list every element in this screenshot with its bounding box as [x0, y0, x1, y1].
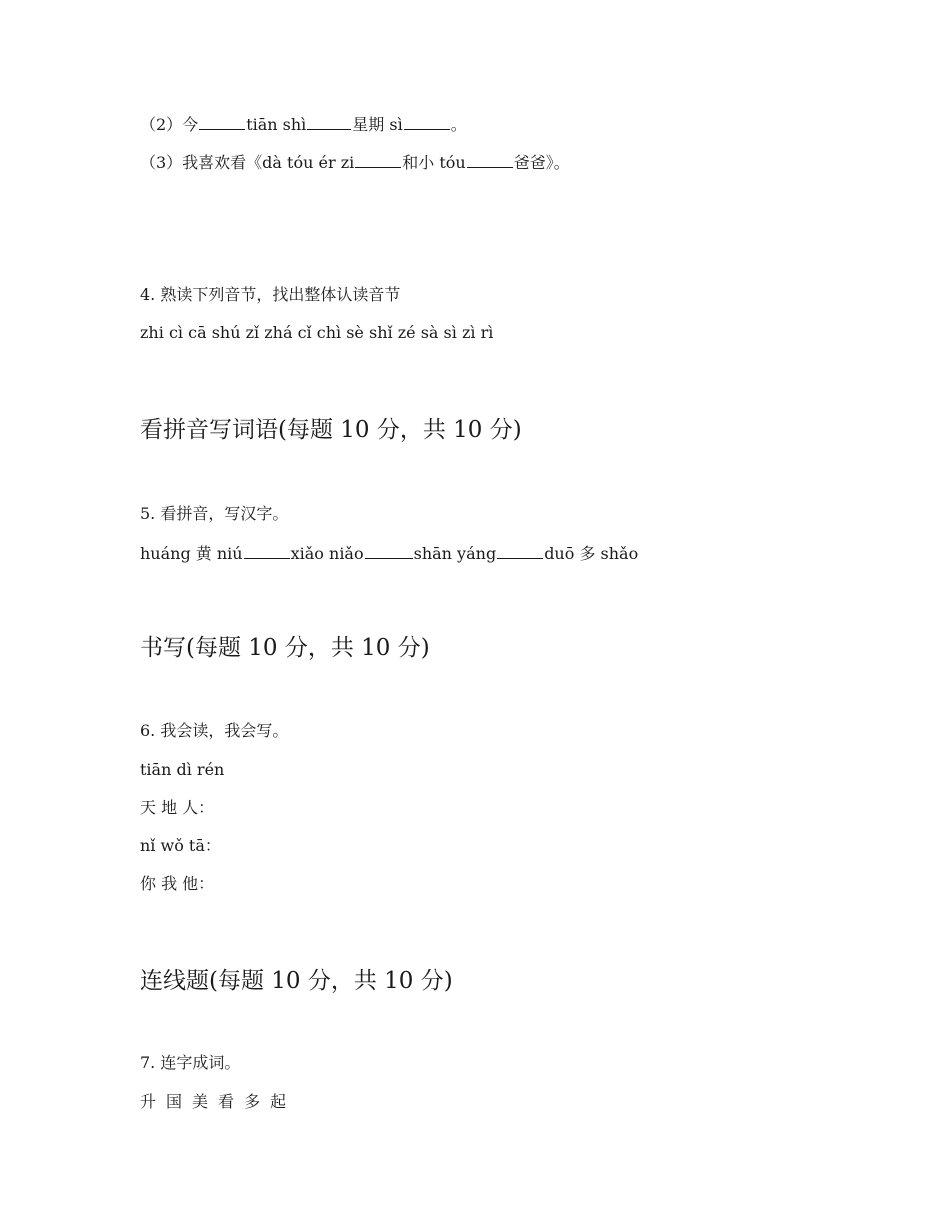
q7-char[interactable]: 多 [244, 1092, 261, 1111]
answer-blank[interactable] [244, 542, 290, 559]
q6-pinyin-line-1: tiān dì rén [140, 760, 225, 779]
q3-item2-prefix: （2）今 [140, 115, 199, 134]
q5-title: 5. 看拼音，写汉字。 [140, 504, 289, 523]
q3-item3-suffix: 爸爸》。 [513, 153, 570, 172]
q7-char[interactable]: 美 [192, 1092, 209, 1111]
q7-char[interactable]: 看 [218, 1092, 235, 1111]
q5-part2: xiǎo niǎo [290, 544, 364, 563]
section-heading-matching: 连线题(每题 10 分，共 10 分) [140, 968, 453, 994]
answer-blank[interactable] [199, 113, 245, 130]
q6-chars-line-1: 天 地 人： [140, 798, 215, 817]
q3-item3-prefix: （3）我喜欢看《dà tóu ér zi [140, 153, 355, 172]
answer-blank[interactable] [467, 151, 513, 168]
q7-char[interactable]: 升 [140, 1092, 157, 1111]
q6-chars-line-2: 你 我 他： [140, 874, 215, 893]
q6-title: 6. 我会读，我会写。 [140, 721, 289, 740]
answer-blank[interactable] [497, 542, 543, 559]
q4-title: 4. 熟读下列音节，找出整体认读音节 [140, 285, 401, 304]
q5-part3: shān yáng [413, 544, 497, 563]
q7-char[interactable]: 国 [166, 1092, 183, 1111]
q6-pinyin-line-2: nǐ wǒ tā： [140, 836, 221, 855]
answer-blank[interactable] [365, 542, 413, 559]
q5-part1: huáng 黄 niú [140, 544, 243, 563]
section-heading-pinyin: 看拼音写词语(每题 10 分，共 10 分) [140, 417, 522, 443]
section-heading-writing: 书写(每题 10 分，共 10 分) [140, 635, 430, 661]
q3-item2-suffix: 。 [450, 115, 467, 134]
q3-item3-part1: 和小 tóu [402, 153, 466, 172]
q4-syllables: zhi cì cā shú zǐ zhá cǐ chì sè shǐ zé sà sì zì rì [140, 323, 494, 342]
q5-part4: duō 多 shǎo [544, 544, 639, 563]
q3-item2-part2: 星期 sì [352, 115, 403, 134]
q7-char-list [140, 1092, 296, 1112]
q7-char[interactable]: 起 [270, 1092, 287, 1111]
answer-blank[interactable] [404, 113, 450, 130]
answer-blank[interactable] [307, 113, 351, 130]
q5-content [140, 542, 638, 564]
q3-item-3 [140, 151, 570, 173]
q7-title: 7. 连字成词。 [140, 1053, 241, 1072]
q3-item2-part1: tiān shì [246, 115, 307, 134]
answer-blank[interactable] [355, 151, 401, 168]
q3-item-2 [140, 113, 467, 135]
